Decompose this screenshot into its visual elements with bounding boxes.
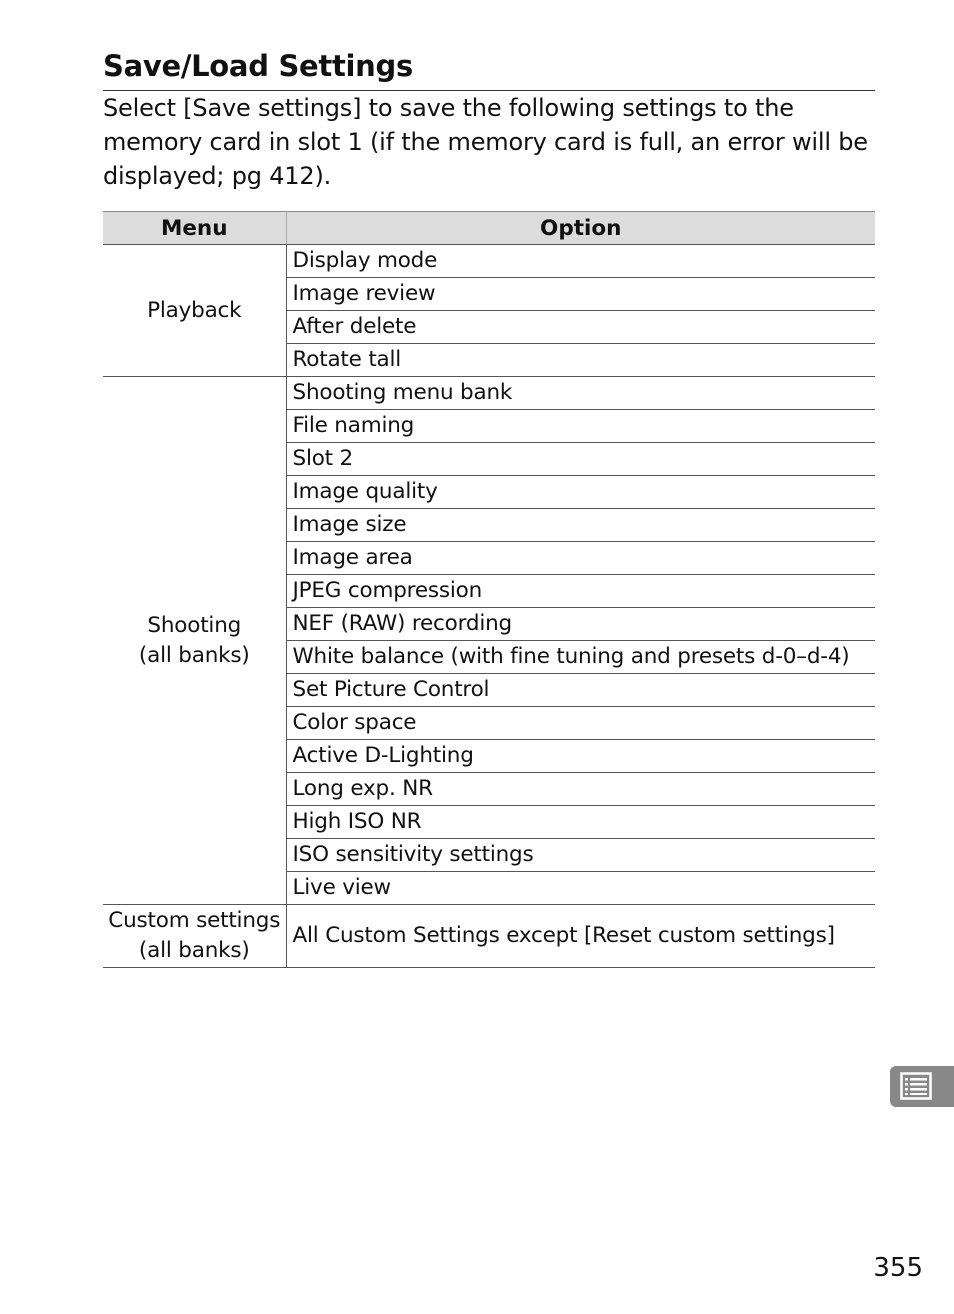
- option-cell: Long exp. NR: [286, 773, 875, 806]
- menu-label-line: (all banks): [138, 938, 250, 963]
- option-cell: File naming: [286, 410, 875, 443]
- intro-paragraph: Select [Save settings] to save the following settings to the memory card in slot 1 (if the memory card is full, an error will be displayed; pg 412).: [103, 94, 868, 190]
- menu-list-icon: [900, 1072, 932, 1100]
- settings-table: [103, 211, 875, 968]
- section-tab[interactable]: [890, 1066, 954, 1107]
- table-row: [103, 905, 875, 968]
- page-number: 355: [873, 1253, 923, 1283]
- option-cell: Rotate tall: [286, 344, 875, 377]
- menu-label-line: Custom settings: [108, 908, 281, 933]
- table-row: [103, 377, 875, 410]
- option-cell: Display mode: [286, 245, 875, 278]
- option-cell: Set Picture Control: [286, 674, 875, 707]
- page-title: Save/Load Settings: [103, 49, 413, 83]
- option-cell: White balance (with fine tuning and presets d-0–d-4): [286, 641, 875, 674]
- option-cell: Image review: [286, 278, 875, 311]
- option-cell: High ISO NR: [286, 806, 875, 839]
- option-cell: JPEG compression: [286, 575, 875, 608]
- option-cell: Image area: [286, 542, 875, 575]
- table-header-row: [103, 212, 875, 245]
- option-cell: After delete: [286, 311, 875, 344]
- header-option: Option: [286, 212, 875, 245]
- option-cell: Image quality: [286, 476, 875, 509]
- option-cell: Active D-Lighting: [286, 740, 875, 773]
- option-cell: Shooting menu bank: [286, 377, 875, 410]
- option-cell: All Custom Settings except [Reset custom settings]: [286, 905, 875, 968]
- menu-cell-custom-settings: [103, 905, 286, 968]
- header-menu: Menu: [103, 212, 286, 245]
- option-cell: ISO sensitivity settings: [286, 839, 875, 872]
- menu-label-line: (all banks): [138, 642, 250, 668]
- option-cell: Slot 2: [286, 443, 875, 476]
- menu-cell-playback: Playback: [103, 245, 286, 377]
- option-cell: NEF (RAW) recording: [286, 608, 875, 641]
- table-row: [103, 245, 875, 278]
- option-cell: Image size: [286, 509, 875, 542]
- menu-cell-shooting: [103, 377, 286, 905]
- option-cell: Color space: [286, 707, 875, 740]
- menu-label-line: Shooting: [147, 612, 242, 638]
- option-cell: Live view: [286, 872, 875, 905]
